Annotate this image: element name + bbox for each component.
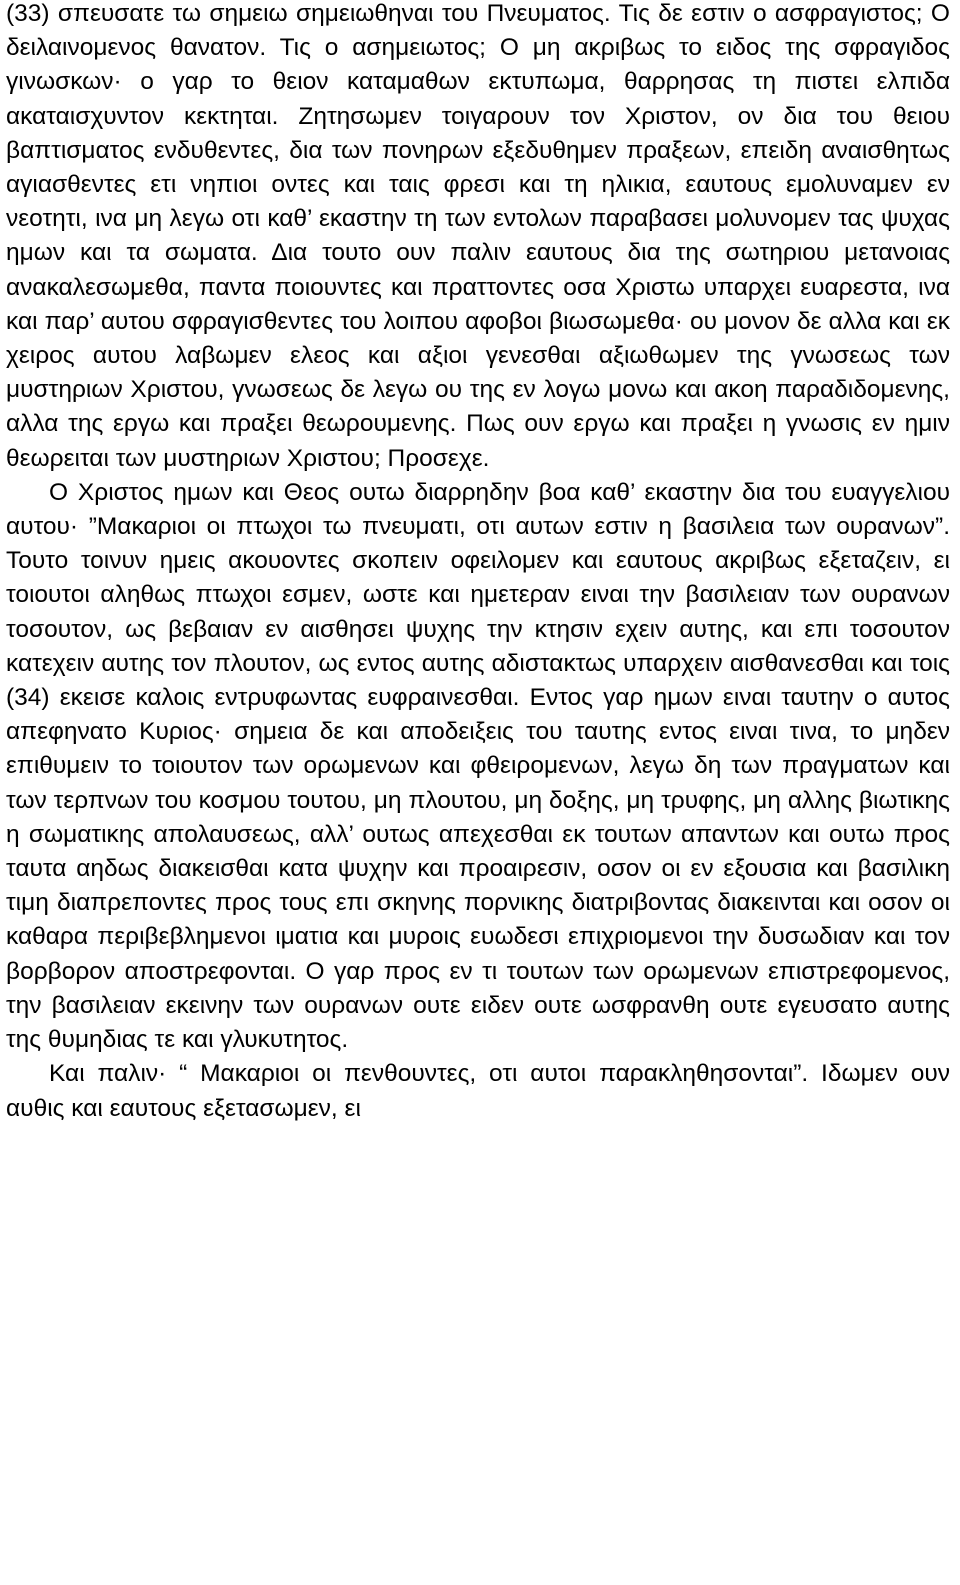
paragraph-2: Ο Χριστος ημων και Θεος ουτω διαρρηδην βοα καθ’ εκαστην δια του ευαγγελιου αυτου· ”Μακαριοι οι πτωχοι τω πνευματι, οτι αυτων εστιν η βασιλεια των ουρανων”. Τουτο τοινυν ημεις ακουοντες σκοπειν οφειλομεν και εαυτους ακριβως εξεταζειν, ει τοιουτοι αληθως πτωχοι εσμεν, ωστε και ημετεραν ειναι την βασιλειαν των ουρανων τοσουτον, ως βεβαιαν εν αισθησει ψυχης την κτησιν εχειν αυτης, και επι τοσουτον κατεχειν αυτης τον πλουτον, ως εντος αυτης αδιστακτως υπαρχειν αισθανεσθαι και τοις (34) εκεισε καλοις εντρυφωντας ευφραινεσθαι. Εντος γαρ ημων ειναι ταυτην ο αυτος απεφηνατο Κυριος· σημεια δε και αποδειξεις του ταυτης εντος ειναι τινα, το μηδεν επιθυμειν το τοιουτον των ορωμενων και φθειρομενων, λεγω δη των πραγματων και των τερπνων του κοσμου τουτου, μη πλουτου, μη δοξης, μη τρυφης, μη αλλης βιωτικης η σωματικης απολαυσεως, αλλ’ ουτως απεχεσθαι εκ τουτων απαντων και ουτω προς ταυτα αηδως διακεισθαι κατα ψυχην και προαιρεσιν, οσον οι εν εξουσια και βασιλικη τιμη διαπρεποντες προς τους επι σκηνης πορνικης διατριβοντας διακεινται και οσον οι καθαρα περιβεβλημενοι ιματια και μυροις ευωδεσι επιχριομενοι την δυσωδιαν και τον βορβορον αποστρεφονται. Ο γαρ προς εν τι τουτων των ορωμενων επιστρεφομενος, την βασιλειαν εκεινην των ουρανων ουτε ειδεν ουτε ωσφρανθη ουτε εγευσατο αυτης της θυμηδιας τε και γλυκυτητος. (6, 478, 950, 1054)
paragraph-1: (33) σπευσατε τω σημειω σημειωθηναι του Πνευματος. Τις δε εστιν ο ασφραγιστος; Ο δειλαινομενος θανατον. Τις ο ασημειωτος; Ο μη ακριβως το ειδος της σφραγιδος γινωσκων· ο γαρ το θειον καταμαθων εκτυπωμα, θαρρησας τη πιστει ελπιδα ακαταισχυντον κεκτηται. Ζητησωμεν τοιγαρουν τον Χριστον, ον δια του θειου βαπτισματος ενδυθεντες, δια των πονηρων εξεδυθημεν πραξεων, επειδη αναισθητως αγιασθεντες ετι νηπιοι οντες και ταις φρεσι και τη ηλικια, εαυτους εμολυναμεν εν νεοτητι, ινα μη λεγω οτι καθ’ εκαστην τη των εντολων παραβασει μολυνομεν τας ψυχας ημων και τα σωματα. Δια τουτο ουν παλιν εαυτους δια της σωτηριου μετανοιας ανακαλεσωμεθα, παντα ποιουντες και πραττοντες οσα Χριστω υπαρχει ευαρεστα, ινα και παρ’ αυτου σφραγισθεντες του λοιπου αφοβοι βιωσωμεθα· ου μονον δε αλλα και εκ χειρος αυτου λαβωμεν ελεος και αξιοι γενεσθαι αξιωθωμεν της γνωσεως των μυστηριων Χριστου, γνωσεως δε λεγω ου της εν λογω μονω και ακοη παραδιδομενης, αλλα της εργω και πραξει θεωρουμενης. Πως ουν εργω και πραξει η γνωσις εν ημιν θεωρειται των μυστηριων Χριστου; Προσεχε. (6, 0, 950, 472)
paragraph-3: Και παλιν· “ Μακαριοι οι πενθουντες, οτι αυτοι παρακληθησονται”. Ιδωμεν ουν αυθις και εαυτους εξετασωμεν, ει (6, 1060, 950, 1122)
